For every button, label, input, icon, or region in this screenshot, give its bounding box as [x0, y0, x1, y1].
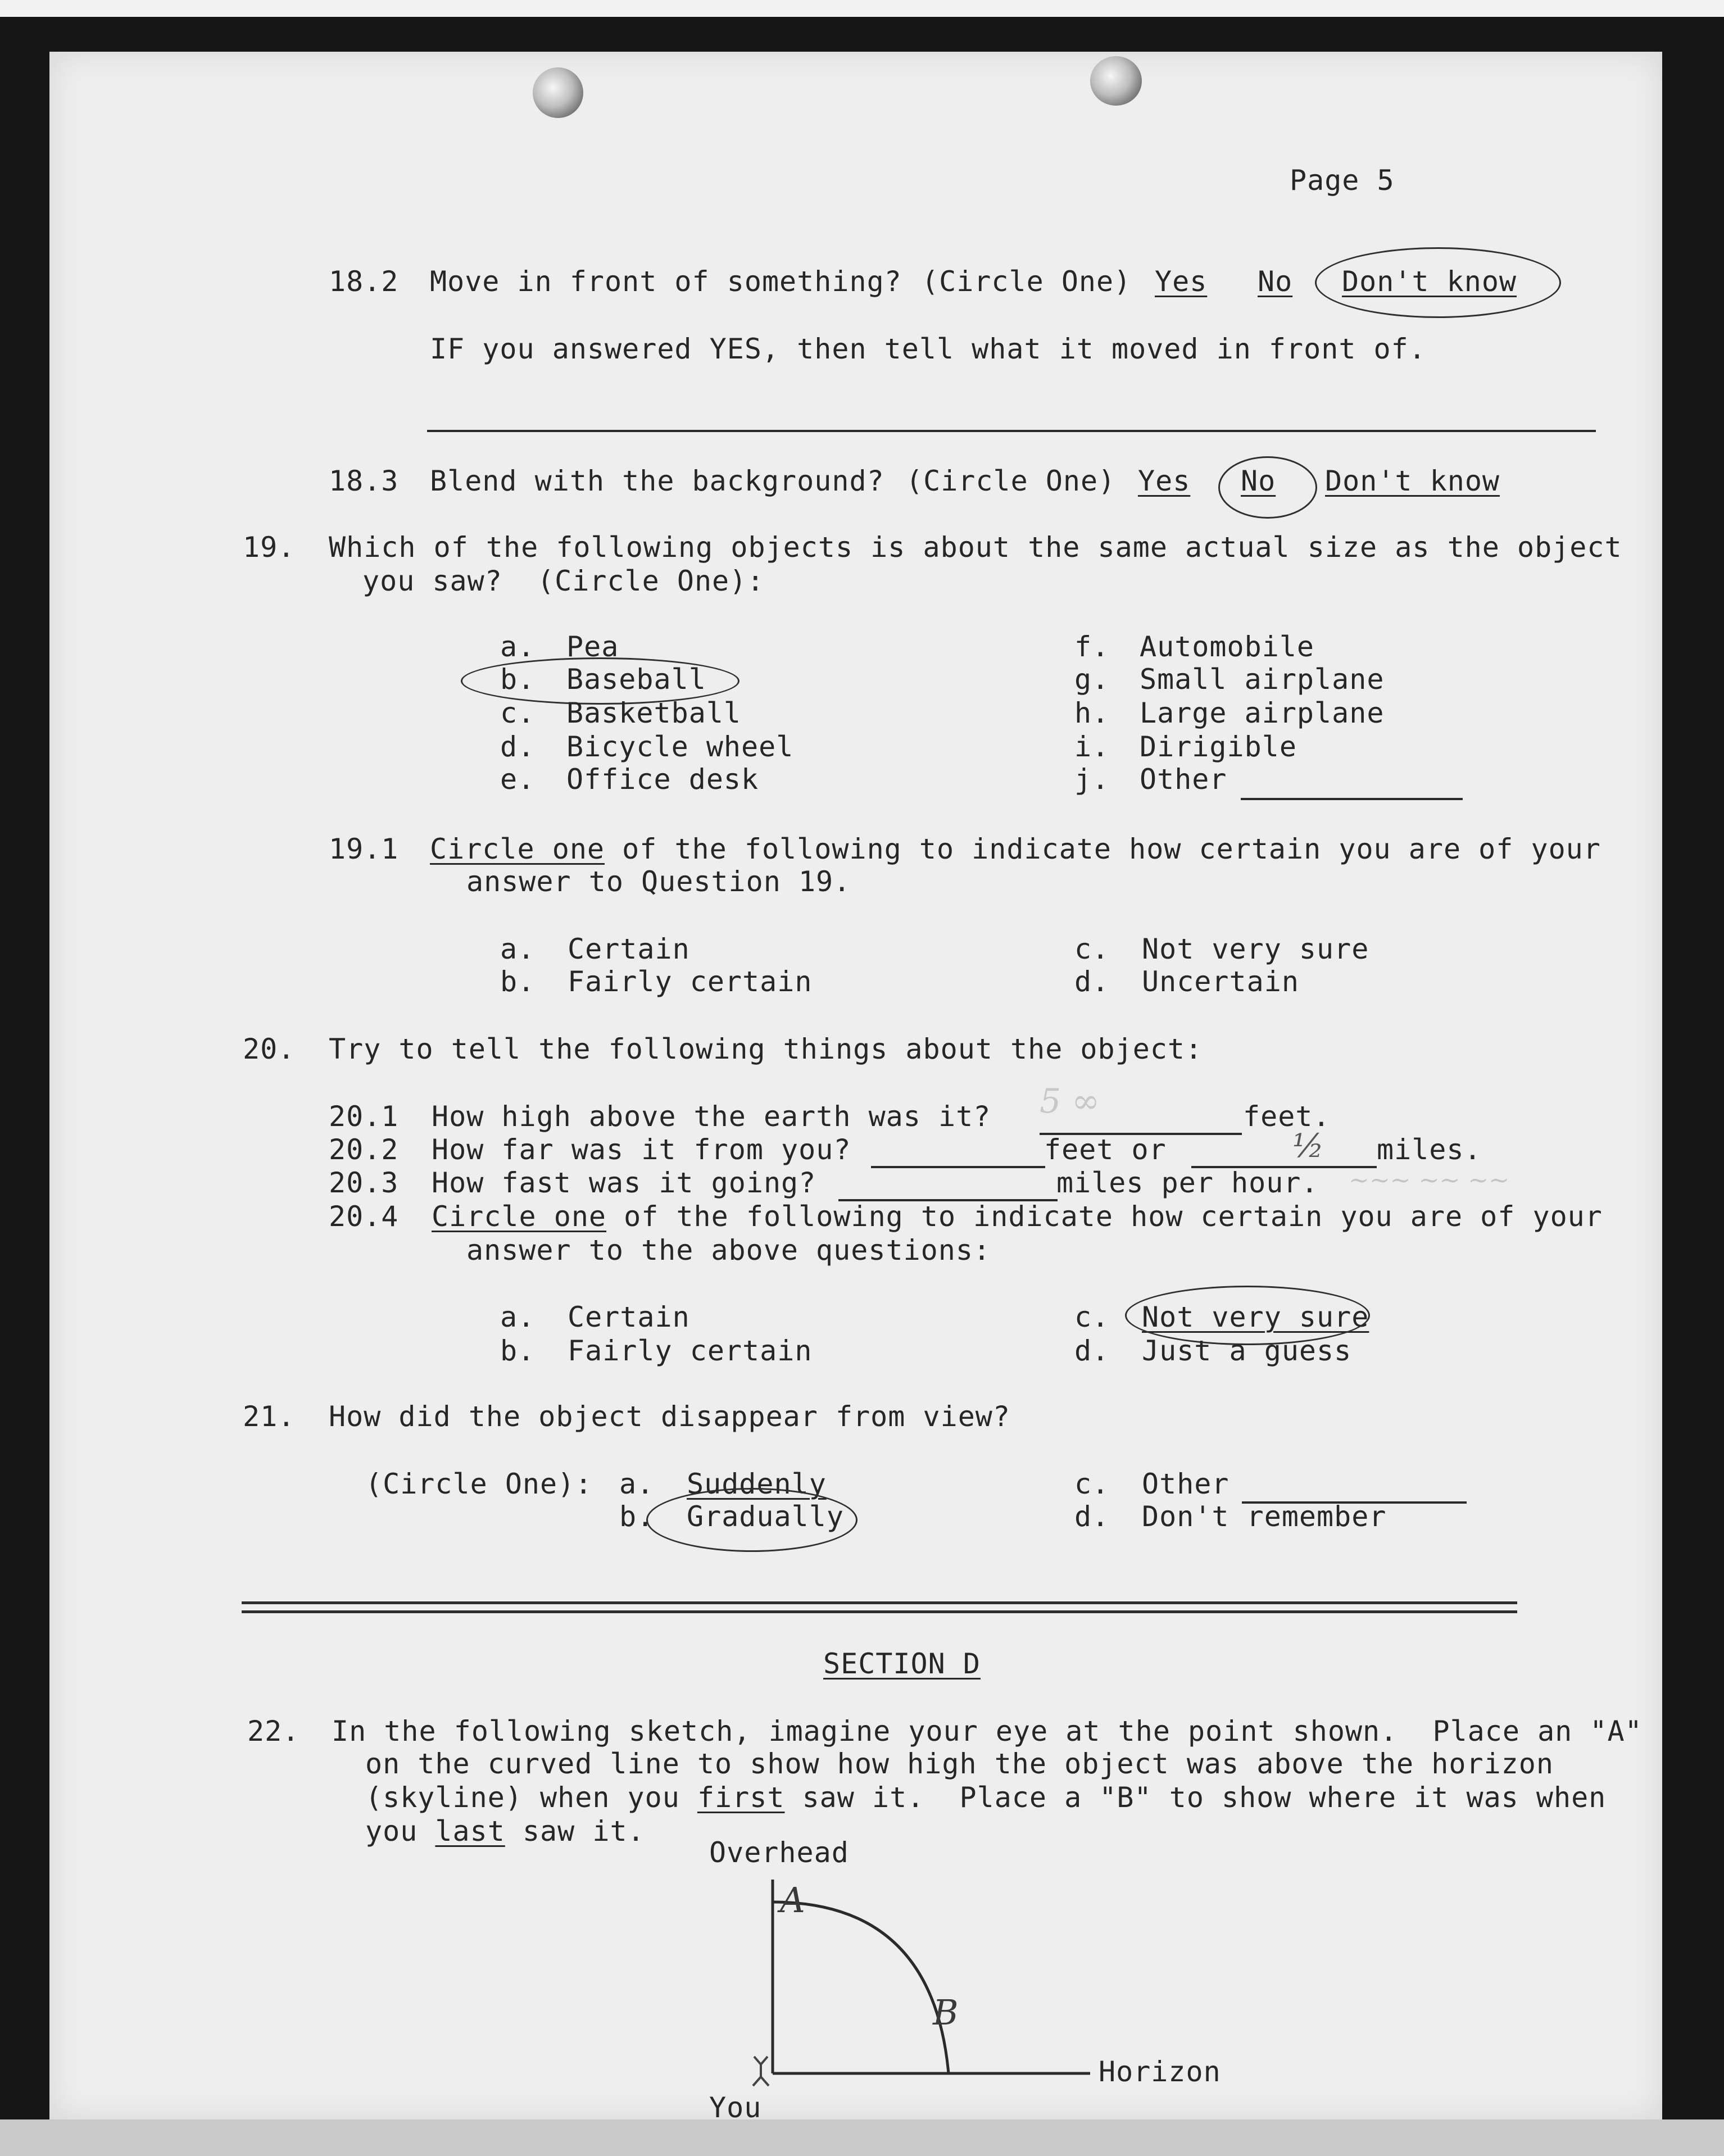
- q20-4-lead: Circle one: [432, 1200, 607, 1233]
- q19-1-option-letter: c.: [1074, 933, 1110, 965]
- q22-line4-a: you: [365, 1815, 435, 1848]
- q20-2-number: 20.2: [329, 1133, 399, 1166]
- q19-option-letter: h.: [1074, 697, 1110, 729]
- q19-option-letter: i.: [1074, 730, 1110, 763]
- q18-2-option-dont-know[interactable]: Don't know: [1342, 265, 1517, 298]
- q18-3-circled-answer: [1218, 456, 1317, 519]
- q19-1-option-label[interactable]: Certain: [568, 933, 690, 965]
- page-number: Page 5: [1290, 164, 1395, 197]
- q21-option-label[interactable]: Suddenly: [687, 1468, 827, 1500]
- q22-line3-a: (skyline) when you: [365, 1781, 697, 1814]
- q18-3-option-no[interactable]: No: [1241, 465, 1276, 497]
- q21-option-letter: a.: [619, 1468, 655, 1500]
- q19-option-label[interactable]: Automobile: [1140, 630, 1315, 663]
- q19-option-label[interactable]: Basketball: [566, 697, 742, 729]
- q21-option-label[interactable]: Gradually: [687, 1500, 844, 1533]
- q20-4-option-letter: b.: [500, 1335, 536, 1367]
- q21-option-label[interactable]: Other: [1142, 1468, 1230, 1500]
- q20-4-option-label[interactable]: Not very sure: [1142, 1301, 1369, 1333]
- q21-instruction: (Circle One):: [365, 1468, 593, 1500]
- q20-4-option-letter: c.: [1074, 1301, 1110, 1333]
- q22-line1: In the following sketch, imagine your eye at the point shown. Place an "A": [332, 1715, 1643, 1748]
- q20-2-handwritten-answer: ½: [1292, 1127, 1324, 1165]
- q20-1-unit: feet.: [1243, 1100, 1331, 1133]
- sketch-mark-b: B: [933, 1992, 959, 2033]
- q22-last: last: [435, 1815, 505, 1848]
- q19-option-label[interactable]: Office desk: [566, 763, 759, 796]
- q20-4-option-label[interactable]: Just a guess: [1142, 1335, 1352, 1367]
- q18-2-question: Move in front of something?: [430, 265, 902, 298]
- q21-text: How did the object disappear from view?: [329, 1400, 1010, 1433]
- q20-4-option-label[interactable]: Certain: [568, 1301, 690, 1333]
- q19-line1: Which of the following objects is about the same actual size as the object: [329, 531, 1622, 564]
- q19-option-label[interactable]: Bicycle wheel: [566, 730, 794, 763]
- q20-3-number: 20.3: [329, 1166, 399, 1199]
- section-divider-top: [242, 1601, 1517, 1604]
- q20-1-question: How high above the earth was it?: [432, 1100, 991, 1133]
- q19-option-letter: g.: [1074, 663, 1110, 696]
- q20-1-faint-pencil-mark: 5 ∞: [1040, 1082, 1100, 1121]
- q19-1-line1: [430, 833, 1601, 865]
- scan-bottom-edge: [0, 2119, 1724, 2156]
- section-divider-bottom: [242, 1610, 1517, 1613]
- q20-text: Try to tell the following things about the object:: [329, 1033, 1203, 1065]
- q22-first: first: [697, 1781, 785, 1814]
- q19-option-letter: b.: [500, 663, 536, 696]
- q18-3-option-yes[interactable]: Yes: [1138, 465, 1191, 497]
- section-title: SECTION D: [823, 1647, 981, 1680]
- q18-3-instruction: (Circle One): [906, 465, 1116, 497]
- q20-4-option-label[interactable]: Fairly certain: [568, 1335, 813, 1367]
- q20-4-rest: of the following to indicate how certain you are of your: [606, 1200, 1603, 1233]
- q19-option-label[interactable]: Dirigible: [1140, 730, 1297, 763]
- q20-3-unit: miles per hour.: [1056, 1166, 1319, 1199]
- q20-4-line1: [432, 1200, 1603, 1233]
- q22-line4-b: saw it.: [505, 1815, 645, 1848]
- q19-1-option-label[interactable]: Not very sure: [1142, 933, 1369, 965]
- q18-3-question: Blend with the background?: [430, 465, 884, 497]
- q18-2-followup: [430, 333, 1426, 365]
- scan-top-edge: [0, 0, 1724, 17]
- q19-option-letter: a.: [500, 630, 536, 663]
- q19-option-label[interactable]: Other: [1140, 763, 1227, 796]
- q18-2-circled-answer: [1315, 247, 1561, 318]
- q20-number: 20.: [243, 1033, 296, 1065]
- q22-line2: on the curved line to show how high the object was above the horizon: [365, 1748, 1554, 1780]
- sketch-horizon-label: Horizon: [1099, 2055, 1221, 2088]
- q20-2-feet-line[interactable]: [871, 1166, 1045, 1168]
- q18-2-instruction: (Circle One): [922, 265, 1132, 298]
- q19-option-letter: e.: [500, 763, 536, 796]
- punch-hole-right: [1090, 56, 1142, 106]
- q22-line3-b: saw it. Place a "B" to show where it was when: [784, 1781, 1607, 1814]
- sketch-overhead-label: Overhead: [709, 1836, 849, 1869]
- q19-option-letter: f.: [1074, 630, 1110, 663]
- q20-2-question: How far was it from you?: [432, 1133, 851, 1166]
- q20-2-unit-feet: feet or: [1044, 1133, 1167, 1166]
- sketch-mark-a: A: [780, 1880, 805, 1921]
- q21-number: 21.: [243, 1400, 296, 1433]
- q20-1-number: 20.1: [329, 1100, 399, 1133]
- q18-2-answer-line[interactable]: [427, 430, 1596, 432]
- punch-hole-left: [533, 67, 583, 118]
- q18-3-option-dont-know[interactable]: Don't know: [1325, 465, 1500, 497]
- q19-1-option-label[interactable]: Fairly certain: [568, 965, 813, 998]
- q21-option-letter: b.: [619, 1500, 655, 1533]
- q19-option-letter: j.: [1074, 763, 1110, 796]
- q19-option-label[interactable]: Large airplane: [1140, 697, 1385, 729]
- q19-1-option-letter: b.: [500, 965, 536, 998]
- q19-1-option-letter: a.: [500, 933, 536, 965]
- q18-2-option-no[interactable]: No: [1258, 265, 1293, 298]
- q22-line3: [365, 1781, 1606, 1814]
- q19-option-label[interactable]: Small airplane: [1140, 663, 1385, 696]
- q18-3-number: 18.3: [329, 465, 399, 497]
- q20-4-option-letter: a.: [500, 1301, 536, 1333]
- q20-2-unit-miles: miles.: [1377, 1133, 1482, 1166]
- q20-4-line2: answer to the above questions:: [466, 1234, 991, 1267]
- q18-2-followup-text: IF you answered YES, then tell what it moved in front of.: [430, 333, 1426, 365]
- q19-other-answer-line[interactable]: [1241, 798, 1463, 800]
- q18-2-option-yes[interactable]: Yes: [1155, 265, 1208, 298]
- q19-1-line2: answer to Question 19.: [466, 865, 851, 898]
- q21-circled-answer: [646, 1488, 858, 1552]
- q19-1-option-letter: d.: [1074, 965, 1110, 998]
- q19-1-option-label[interactable]: Uncertain: [1142, 965, 1299, 998]
- q19-option-letter: c.: [500, 697, 536, 729]
- q19-option-label[interactable]: Baseball: [566, 663, 706, 696]
- q22-line4: [365, 1815, 645, 1848]
- q21-option-label[interactable]: Don't remember: [1142, 1500, 1387, 1533]
- q22-number: 22.: [247, 1715, 300, 1748]
- q19-line2: you saw? (Circle One):: [362, 565, 765, 597]
- q19-option-label[interactable]: Pea: [566, 630, 619, 663]
- q19-number: 19.: [243, 531, 296, 564]
- q21-option-letter: d.: [1074, 1500, 1110, 1533]
- q20-3-faint-pencil-mark: ~~~ ~~ ~~: [1349, 1166, 1510, 1195]
- q20-3-question: How fast was it going?: [432, 1166, 816, 1199]
- q19-1-lead: Circle one: [430, 833, 605, 865]
- q21-option-letter: c.: [1074, 1468, 1110, 1500]
- q20-4-option-letter: d.: [1074, 1335, 1110, 1367]
- q19-1-number: 19.1: [329, 833, 399, 865]
- q19-1-line1-rest: of the following to indicate how certain you are of your: [605, 833, 1601, 865]
- q18-2-number: 18.2: [329, 265, 399, 298]
- q20-4-number: 20.4: [329, 1200, 399, 1233]
- q19-option-letter: d.: [500, 730, 536, 763]
- sketch-you-label: You: [709, 2091, 762, 2124]
